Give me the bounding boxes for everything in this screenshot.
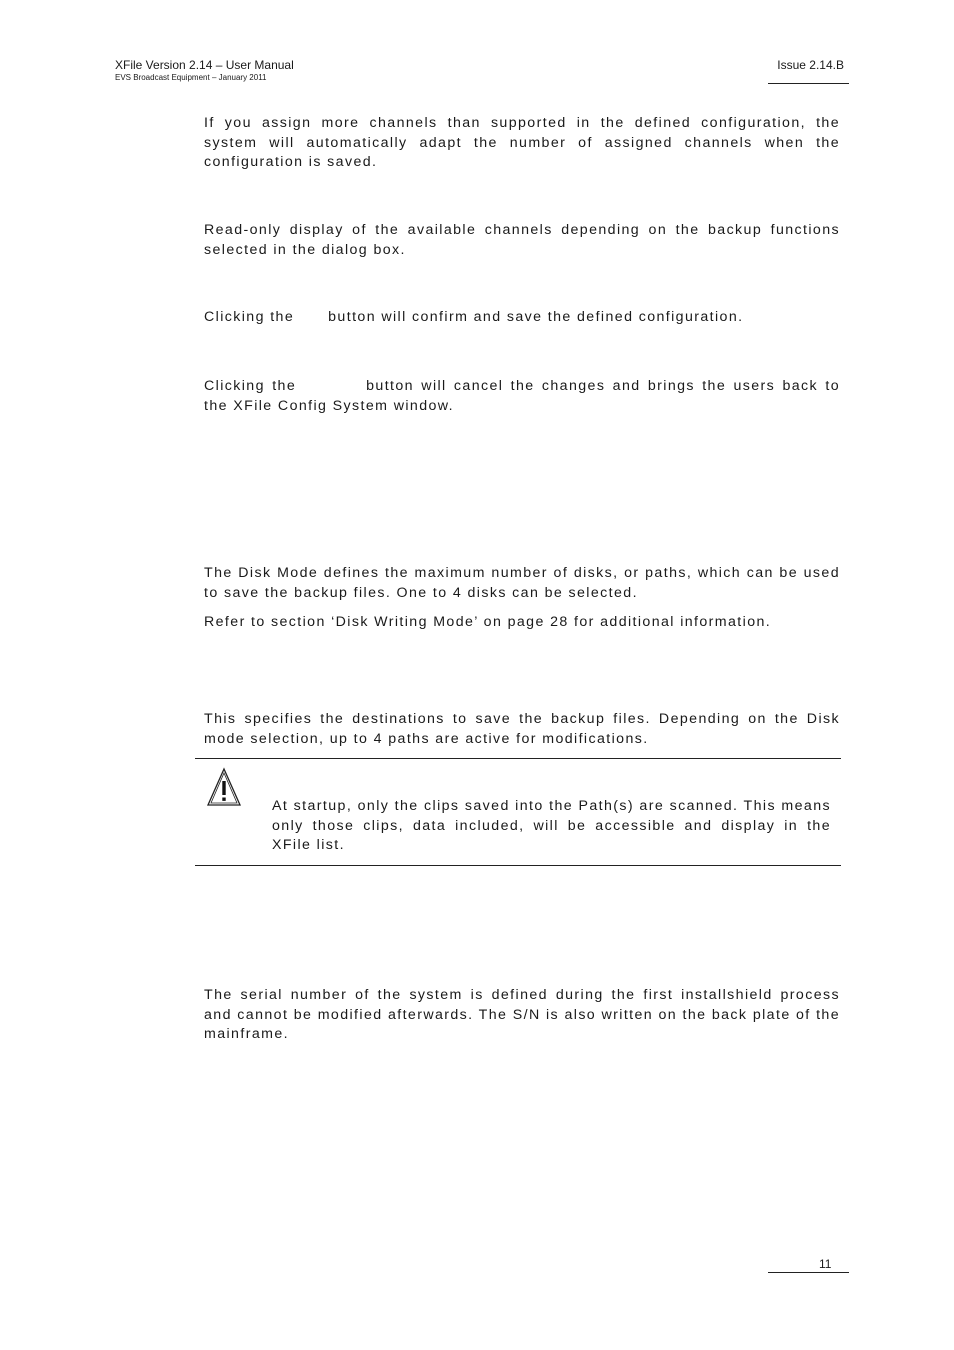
readonly-paragraph: Read-only display of the available channels depending on the backup functions selected in the dialog box. bbox=[204, 222, 840, 258]
warning-text: At startup, only the clips saved into the Path(s) are scanned. This means only those clips, data included, will be accessible and display in the XFile list. bbox=[272, 798, 831, 853]
warning-top-rule bbox=[195, 758, 841, 759]
ok-button-paragraph bbox=[204, 308, 840, 328]
cancel-button-paragraph bbox=[204, 377, 840, 416]
ok-text-after: button will confirm and save the defined configuration. bbox=[328, 309, 744, 325]
serial-number-paragraph: The serial number of the system is defined during the first installshield process and cannot be modified afterwards. The S/N is also written on the back plate of the mainframe. bbox=[204, 987, 840, 1042]
manual-subtitle: EVS Broadcast Equipment – January 2011 bbox=[115, 73, 267, 82]
warning-bottom-rule bbox=[195, 865, 841, 866]
paths-paragraph: This specifies the destinations to save the backup files. Depending on the Disk mode selection, up to 4 paths are active for modifications. bbox=[204, 711, 840, 747]
header-rule bbox=[768, 83, 849, 84]
cancel-text-after: button will cancel the changes and brings the users back to the XFile Config System window. bbox=[204, 378, 840, 414]
refer-paragraph: Refer to section ‘Disk Writing Mode’ on page 28 for additional information. bbox=[204, 614, 772, 630]
page-number: 11 bbox=[819, 1257, 832, 1271]
footer-rule bbox=[768, 1272, 849, 1273]
issue-label: Issue 2.14.B bbox=[777, 58, 844, 72]
assign-channels-paragraph: If you assign more channels than supported in the defined configuration, the system will automatically adapt the number of assigned channels when the configuration is saved. bbox=[204, 115, 840, 170]
ok-text-before: Clicking the bbox=[204, 309, 295, 325]
manual-title: XFile Version 2.14 – User Manual bbox=[115, 58, 294, 72]
disk-mode-paragraph: The Disk Mode defines the maximum number of disks, or paths, which can be used to save the backup files. One to 4 disks can be selected. bbox=[204, 565, 840, 601]
cancel-text-before: Clicking the bbox=[204, 378, 297, 394]
warning-triangle-icon bbox=[206, 767, 242, 807]
